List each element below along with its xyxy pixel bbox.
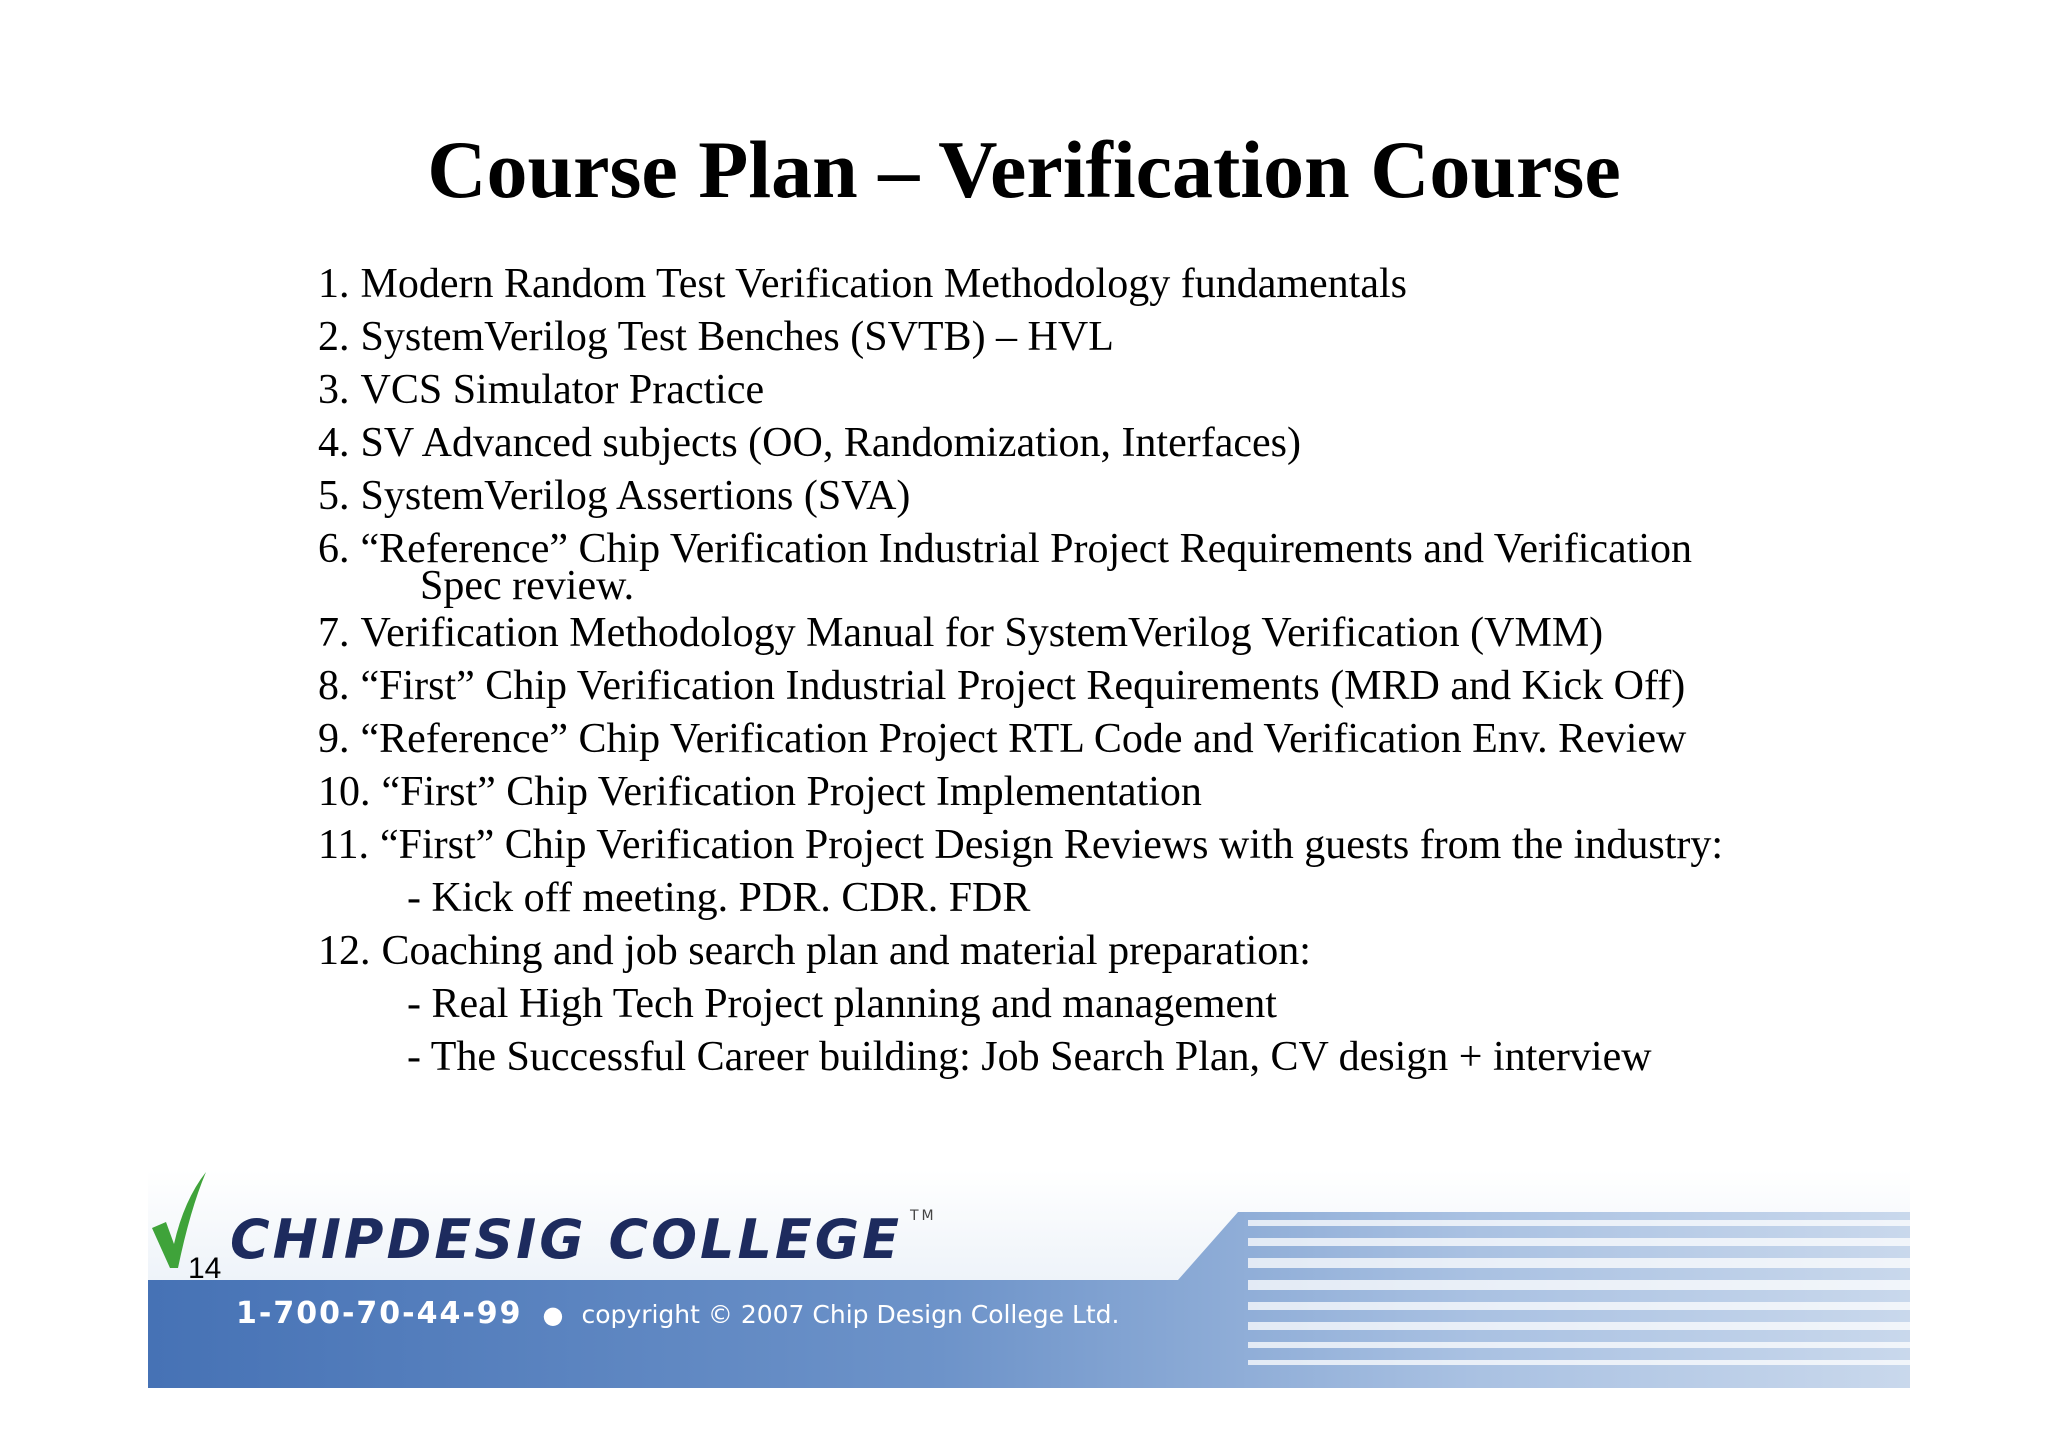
slide-title: Course Plan – Verification Course xyxy=(427,124,1621,215)
item-text: “First” Chip Verification Project Implementation xyxy=(381,769,1202,815)
list-item xyxy=(318,925,1878,978)
chip-design-college-logo xyxy=(230,1208,937,1271)
item-number: 11. xyxy=(318,822,369,868)
item-text: “First” Chip Verification Project Design Reviews with guests from the industry: xyxy=(379,822,1723,868)
logo-text-right: COLLEGE xyxy=(608,1208,902,1271)
banner-graphic xyxy=(148,1170,1910,1388)
item-text: Coaching and job search plan and material preparation: xyxy=(381,928,1311,974)
list-item xyxy=(318,470,1878,523)
item-number: 3. xyxy=(318,367,350,413)
item-number: 12. xyxy=(318,928,371,974)
list-subitem: - Kick off meeting. PDR. CDR. FDR xyxy=(407,875,1031,921)
item-text: Modern Random Test Verification Methodology fundamentals xyxy=(360,261,1407,307)
item-number: 4. xyxy=(318,420,350,466)
list-item xyxy=(318,311,1878,364)
list-item xyxy=(318,523,1878,607)
copyright-notice: copyright © 2007 Chip Design College Ltd. xyxy=(581,1300,1120,1329)
bullet-separator: ● xyxy=(542,1301,564,1329)
logo-text-left: CHIPDESIG xyxy=(230,1208,587,1271)
item-text: SystemVerilog Test Benches (SVTB) – HVL xyxy=(360,314,1114,360)
item-number: 10. xyxy=(318,769,371,815)
list-item xyxy=(318,417,1878,470)
phone-number: 1-700-70-44-99 xyxy=(236,1296,523,1331)
contact-line xyxy=(236,1296,1120,1331)
item-number: 5. xyxy=(318,473,350,519)
list-item xyxy=(318,258,1878,311)
item-text: SV Advanced subjects (OO, Randomization, Interfaces) xyxy=(360,420,1301,466)
list-item xyxy=(318,364,1878,417)
item-text: “First” Chip Verification Industrial Project Requirements (MRD and Kick Off) xyxy=(360,663,1686,709)
list-item xyxy=(318,607,1878,660)
course-plan-list xyxy=(318,258,1878,1084)
footer-banner xyxy=(148,1170,1910,1388)
list-item xyxy=(318,819,1878,872)
list-subitem: - The Successful Career building: Job Search Plan, CV design + interview xyxy=(407,1034,1652,1080)
item-text: Verification Methodology Manual for SystemVerilog Verification (VMM) xyxy=(360,610,1604,656)
item-number: 2. xyxy=(318,314,350,360)
trademark-mark: TM xyxy=(909,1208,937,1224)
item-number: 7. xyxy=(318,610,350,656)
item-number: 1. xyxy=(318,261,350,307)
item-number: 6. xyxy=(318,526,350,572)
item-continuation: Spec review. xyxy=(420,563,635,609)
list-item xyxy=(318,766,1878,819)
list-item xyxy=(318,713,1878,766)
item-text: SystemVerilog Assertions (SVA) xyxy=(360,473,911,519)
list-item xyxy=(318,660,1878,713)
page-number: 14 xyxy=(188,1252,222,1285)
item-number: 8. xyxy=(318,663,350,709)
item-text: “Reference” Chip Verification Project RTL Code and Verification Env. Review xyxy=(360,716,1687,762)
item-text: VCS Simulator Practice xyxy=(360,367,765,413)
list-subitem: - Real High Tech Project planning and management xyxy=(407,981,1277,1027)
item-text: “Reference” Chip Verification Industrial Project Requirements and Verification xyxy=(360,526,1692,572)
item-number: 9. xyxy=(318,716,350,762)
